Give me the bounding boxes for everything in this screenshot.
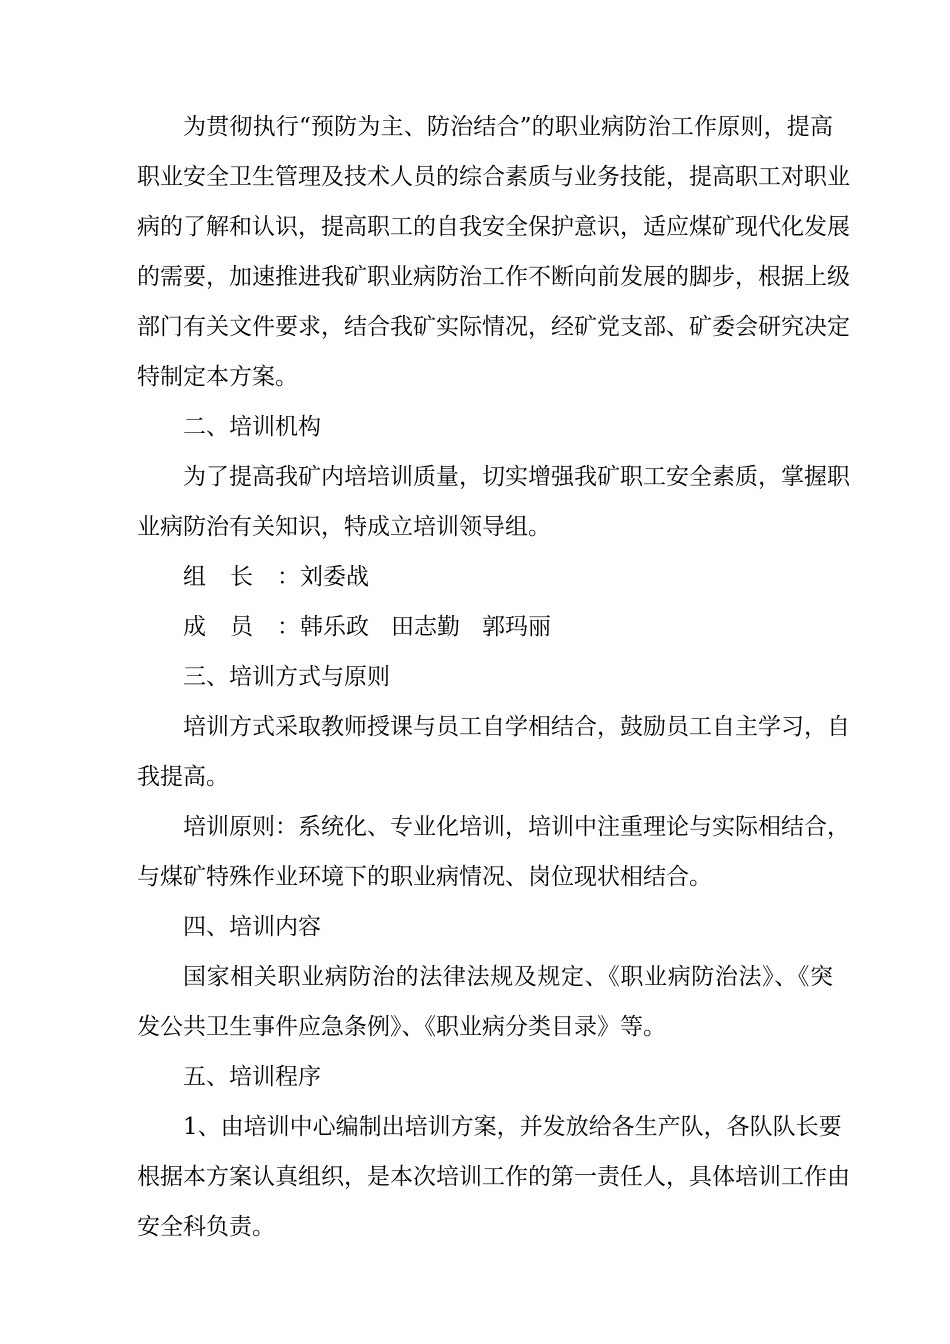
members-row: [137, 602, 833, 652]
text-line: 我提高。: [137, 764, 229, 790]
intro-paragraph: [137, 102, 850, 402]
section-heading: 三、培训方式与原则: [183, 664, 390, 690]
leader-row: [137, 552, 833, 602]
section5-paragraph: [137, 1102, 850, 1252]
text-line: 与煤矿特殊作业环境下的职业病情况、岗位现状相结合。: [137, 864, 712, 890]
text-line: 特制定本方案。: [137, 364, 298, 390]
text-line: 为了提高我矿内培培训质量，切实增强我矿职工安全素质，掌握职: [183, 464, 850, 490]
section-heading: 二、培训机构: [183, 414, 321, 440]
text-line: 部门有关文件要求，结合我矿实际情况，经矿党支部、矿委会研究决定: [137, 314, 850, 340]
leader-colon: ：: [277, 564, 300, 590]
document-page: [137, 102, 850, 1252]
text-line: 安全科负责。: [137, 1214, 275, 1240]
text-line: 培训原则：系统化、专业化培训，培训中注重理论与实际相结合，: [183, 814, 850, 840]
section3-paragraph-method: [137, 702, 850, 802]
section3-paragraph-principle: [137, 802, 850, 902]
text-line: 病的了解和认识，提高职工的自我安全保护意识，适应煤矿现代化发展: [137, 214, 850, 240]
text-line: 1、由培训中心编制出培训方案，并发放给各生产队，各队队长要: [183, 1114, 842, 1140]
section4-paragraph: [137, 952, 833, 1052]
member-name: 郭玛丽: [482, 614, 551, 640]
section2-paragraph: [137, 452, 850, 552]
members-colon: ：: [277, 614, 300, 640]
text-line: 业病防治有关知识，特成立培训领导组。: [137, 514, 551, 540]
text-line: 国家相关职业病防治的法律法规及规定、《职业病防治法》、《突: [183, 964, 833, 990]
leader-label: 组长: [183, 564, 277, 590]
text-line: 为贯彻执行“预防为主、防治结合”的职业病防治工作原则，提高: [183, 114, 833, 140]
member-name: 韩乐政: [300, 614, 369, 640]
section-heading: 五、培训程序: [183, 1064, 321, 1090]
leader-name: 刘委战: [300, 564, 369, 590]
text-line: 的需要，加速推进我矿职业病防治工作不断向前发展的脚步，根据上级: [137, 264, 850, 290]
text-line: 发公共卫生事件应急条例》、《职业病分类目录》等。: [137, 1014, 666, 1040]
text-line: 培训方式采取教师授课与员工自学相结合，鼓励员工自主学习，自: [183, 714, 850, 740]
member-name: 田志勤: [391, 614, 460, 640]
members-label: 成员: [183, 614, 277, 640]
section-heading: 四、培训内容: [183, 914, 321, 940]
text-line: 职业安全卫生管理及技术人员的综合素质与业务技能，提高职工对职业: [137, 164, 850, 190]
text-line: 根据本方案认真组织，是本次培训工作的第一责任人，具体培训工作由: [137, 1164, 850, 1190]
